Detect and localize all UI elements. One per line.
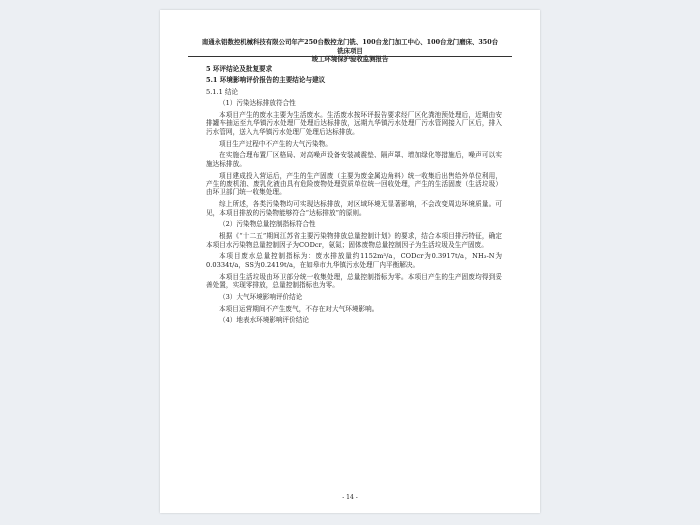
- report-header: [200, 38, 500, 64]
- header-line-2: 竣工环境保护验收监测报告: [311, 55, 389, 63]
- paragraph: 项目生产过程中不产生的大气污染物。: [219, 139, 332, 148]
- header-line-1: 南通永铝数控机械科技有限公司年产250台数控龙门铣、100台龙门加工中心、100台龙门磨床、350台铣床项目: [201, 38, 499, 55]
- item-heading: （2）污染物总量控制指标符合性: [219, 220, 316, 229]
- paragraph: 本项目生活垃圾由环卫部分统一收集处理，总量控制指标为零。本项目产生的生产固废均得到妥善处置，实现零排放，总量控制指标也为零。: [206, 272, 502, 290]
- paragraph: 本项目产生的废水主要为生活废水。生活废水按环评报告要求经厂区化粪池预处理后，近期由安排罐车抽运至九华镇污水处理厂处理后达标排放，远期九华镇污水处理厂污水管网接入厂区后，排入污水管网，送入九华镇污水处理厂处理后达标排放。: [206, 111, 502, 136]
- item-heading: （3）大气环境影响评价结论: [219, 292, 303, 301]
- page-number: - 14 -: [342, 494, 358, 501]
- subsubsection-heading: 5.1.1 结论: [206, 87, 239, 96]
- subsection-heading: 5.1 环境影响评价报告的主要结论与建议: [206, 76, 326, 85]
- paragraph: 项目建成投入营运后，产生的生产固废（主要为废金属边角料）统一收集后出售给外单位利用，产生的废机油、废乳化液由具有危险废物处理资质单位统一回收处理，产生的生活固废（生活垃圾）由环卫部门统一收集处理。: [206, 171, 502, 197]
- item-heading: （4）地表水环境影响评价结论: [219, 316, 309, 325]
- paragraph: 本项目废水总量控制指标为：废水排放量约1152m³/a，CODcr为0.3917t/a，NH₃-N为0.0334t/a，SS为0.2419t/a，在如皋市九华镇污水处理厂内平衡解决。: [206, 252, 502, 269]
- document-page: [160, 10, 540, 513]
- paragraph: 在实施合理布置厂区格局、对高噪声设备安装减震垫、隔声罩、增加绿化等措施后，噪声可以实施达标排放。: [206, 151, 502, 168]
- section-heading: 5 环评结论及批复要求: [206, 65, 273, 73]
- paragraph: 本项目运营期间不产生废气，不存在对大气环境影响。: [219, 304, 379, 313]
- item-heading: （1）污染达标排放符合性: [219, 99, 296, 108]
- header-divider: [188, 56, 512, 57]
- paragraph: 根据《“十二五”期间江苏省主要污染物排放总量控制计划》的要求，结合本项目排污特征，确定本项目水污染物总量控制因子为CODcr，氨氮；固体废物总量控制因子为生活垃圾及生产固废。: [206, 232, 502, 249]
- document-body: [206, 65, 502, 328]
- paragraph: 综上所述，各类污染物均可实现达标排放，对区域环境无显著影响，不会改变周边环境质量。可见，本项目排放的污染物能够符合“达标排放”的原则。: [206, 200, 502, 217]
